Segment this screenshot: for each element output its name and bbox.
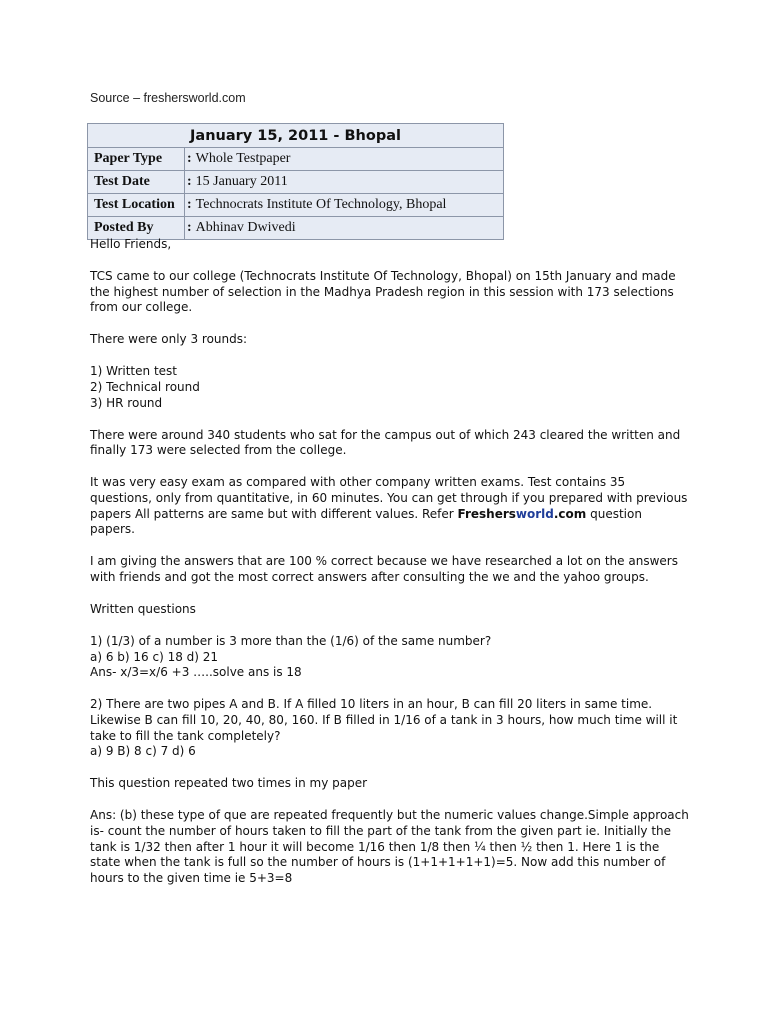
info-separator: : — [187, 174, 192, 189]
info-table — [87, 123, 504, 240]
round-item: 2) Technical round — [90, 380, 200, 395]
info-value: 15 January 2011 — [195, 174, 288, 189]
repeat-note: This question repeated two times in my paper — [90, 776, 368, 791]
info-row-test-location — [88, 194, 504, 217]
question-2 — [90, 697, 690, 759]
document-body — [90, 237, 690, 903]
info-label: Test Date — [88, 171, 185, 194]
round-item: 3) HR round — [90, 395, 163, 410]
question-1 — [90, 634, 690, 681]
question-options: a) 9 B) 8 c) 7 d) 6 — [90, 744, 196, 759]
info-label: Paper Type — [88, 148, 185, 171]
freshersworld-link[interactable]: Freshersworld.com — [457, 506, 587, 521]
info-value: Whole Testpaper — [195, 151, 291, 166]
round-item: 1) Written test — [90, 364, 177, 379]
question-options: a) 6 b) 16 c) 18 d) 21 — [90, 649, 219, 664]
info-table-title: January 15, 2011 - Bhopal — [88, 124, 504, 148]
rounds-intro: There were only 3 rounds: — [90, 332, 248, 347]
greeting: Hello Friends, — [90, 237, 172, 251]
info-separator: : — [187, 220, 192, 235]
info-label: Test Location — [88, 194, 185, 217]
question-answer: Ans- x/3=x/6 +3 …..solve ans is 18 — [90, 665, 302, 680]
info-value: Technocrats Institute Of Technology, Bhopal — [195, 197, 447, 212]
exam-paragraph: It was very easy exam as compared with other company written exams. Test contains 35 questions, only from quantitative, in 60 minutes. You can get through if you prepared with previous papers All patterns are same but with different values. Refer Freshersworld.com question papers. — [90, 475, 688, 537]
question-text: 1) (1/3) of a number is 3 more than the (1/6) of the same number? — [90, 634, 492, 649]
answers-note: I am giving the answers that are 100 % correct because we have researched a lot on the answers with friends and got the most correct answers after consulting the we and the yahoo groups. — [90, 554, 678, 584]
info-row-test-date — [88, 171, 504, 194]
students-paragraph: There were around 340 students who sat for the campus out of which 243 cleared the written and finally 173 were selected from the college. — [90, 427, 681, 458]
info-value: Abhinav Dwivedi — [195, 220, 296, 235]
info-separator: : — [187, 197, 192, 212]
info-separator: : — [187, 151, 192, 166]
question-text: 2) There are two pipes A and B. If A filled 10 liters in an hour, B can fill 20 liters in same time. Likewise B can fill 10, 20, 40, 80, 160. If B filled in 1/16 of a tank in 3 hours, how much time will it take to fill the tank completely? — [90, 697, 678, 743]
question-2-answer: Ans: (b) these type of que are repeated frequently but the numeric values change.Simple approach is- count the number of hours taken to fill the part of the tank from the given part ie. Initially the tank is 1/32 then after 1 hour it will become 1/16 then 1/8 then ¼ then ½ then 1. Here 1 is the state when the tank is full so the number of hours is (1+1+1+1+1)=5. Now add this number of hours to the given time ie 5+3=8 — [90, 808, 689, 885]
rounds-list — [90, 364, 690, 411]
info-row-paper-type — [88, 148, 504, 171]
info-label: Posted By — [88, 217, 185, 240]
written-questions-heading: Written questions — [90, 602, 196, 616]
intro-paragraph: TCS came to our college (Technocrats Institute Of Technology, Bhopal) on 15th January and made the highest number of selection in the Madhya Pradesh region in this session with 173 selections from our college. — [90, 269, 676, 315]
source-line: Source – freshersworld.com — [90, 91, 246, 105]
